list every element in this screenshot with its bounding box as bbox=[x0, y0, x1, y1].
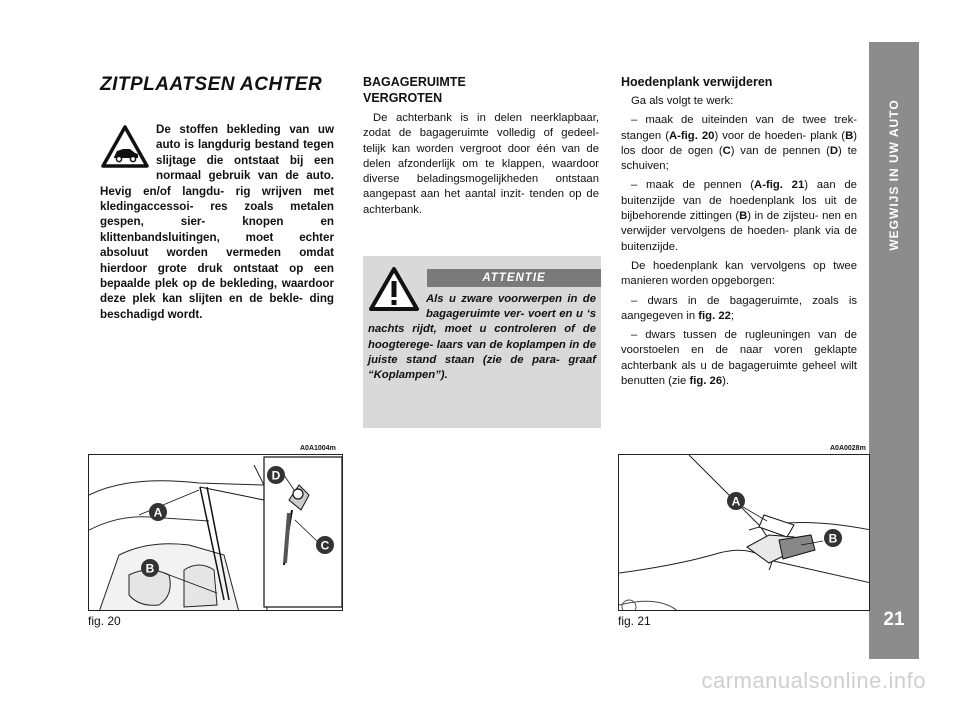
section-sidebar bbox=[869, 42, 919, 659]
heading-expand-luggage-2: VERGROTEN bbox=[363, 91, 443, 105]
figure-21 bbox=[618, 454, 870, 611]
watermark: carmanualsonline.info bbox=[701, 668, 926, 693]
label-b: B bbox=[145, 561, 155, 576]
parcel-shelf-pin-illustration bbox=[619, 455, 870, 611]
step-1: – maak de uiteinden van de twee trek- stangen (A-fig. 20) voor de hoeden- plank (B) los door de ogen (C) van de pennen (D) te schuiven; bbox=[621, 114, 857, 173]
label-c: C bbox=[320, 538, 330, 553]
car-warning-icon bbox=[100, 124, 150, 169]
figure-code: A0A0028m bbox=[830, 445, 866, 452]
label-a: A bbox=[731, 494, 741, 509]
expand-luggage-text: De achterbank is in delen neerklapbaar, zodat de bagageruimte volledig of gedeel- telijk kan worden vergroot door één van de delen afzonderlijk om te klappen, waardoor diverse beladingsmogelijkheden ontstaan aangepast aan het aantal inzit- tenden op de achterbank. bbox=[363, 112, 599, 216]
storage-option-2: – dwars tussen de rugleuningen van de voorstoelen en de naar voren geklapte achterbank als u de bagageruimte geheel wilt benutten (zie fig. 26). bbox=[621, 329, 857, 388]
attention-text: Als u zware voorwerpen in de bagageruimte ver- voert en u ‘s nachts rijdt, moet u controleren of de hoogterege- laars van de koplampen in de juiste stand staan (zie de para- graaf “Koplampen”). bbox=[368, 293, 596, 382]
heading-expand-luggage-1: BAGAGERUIMTE bbox=[363, 75, 466, 89]
parcel-shelf-illustration bbox=[89, 455, 343, 611]
figure-code: A0A1004m bbox=[300, 445, 336, 452]
intro-text: Ga als volgt te werk: bbox=[631, 95, 734, 107]
upholstery-warning bbox=[100, 122, 334, 322]
heading-remove-parcel-shelf: Hoedenplank verwijderen bbox=[621, 75, 773, 89]
sidebar-section-title: WEGWIJS IN UW AUTO bbox=[887, 99, 901, 251]
page-number: 21 bbox=[883, 609, 905, 630]
section-expand-luggage bbox=[363, 74, 599, 218]
storage-option-1: – dwars in de bagageruimte, zoals is aangegeven in fig. 22; bbox=[621, 294, 857, 322]
attention-label: ATTENTIE bbox=[427, 269, 601, 287]
heading-rear-seats: ZITPLAATSEN ACHTER bbox=[100, 74, 323, 95]
upholstery-warning-text: De stoffen bekleding van uw auto is langdurig bestand tegen slijtage die ontstaat bij een normaal gebruik van de auto. Hevig en/of langdu- rig wrijven met kledingaccessoi- res zoals metalen gespen, sier- knopen en klittenbandsluitingen, moet echter absoluut worden vermeden omdat hierdoor grote druk ontstaat op een bepaalde plek op de bekleding, waardoor deze plek kan slijten en de bekle- ding beschadigd wordt. bbox=[100, 123, 334, 321]
label-b: B bbox=[828, 531, 838, 546]
figure-20 bbox=[88, 454, 343, 611]
section-remove-parcel-shelf bbox=[621, 74, 857, 389]
attention-text-block bbox=[368, 292, 596, 383]
label-a: A bbox=[153, 505, 163, 520]
figure-20-caption: fig. 20 bbox=[88, 614, 121, 628]
label-d: D bbox=[271, 468, 281, 483]
attention-box bbox=[363, 256, 601, 428]
step-2: – maak de pennen (A-fig. 21) aan de buitenzijde van de hoedenplank los uit de bijbehorende zittingen (B) in de zijsteu- nen en verwijder vervolgens de hoeden- plank via de buitenzijde. bbox=[621, 179, 857, 253]
exclamation-warning-icon bbox=[368, 266, 420, 312]
storage-intro: De hoedenplank kan vervolgens op twee manieren worden opgeborgen: bbox=[621, 259, 857, 288]
figure-21-caption: fig. 21 bbox=[618, 614, 651, 628]
